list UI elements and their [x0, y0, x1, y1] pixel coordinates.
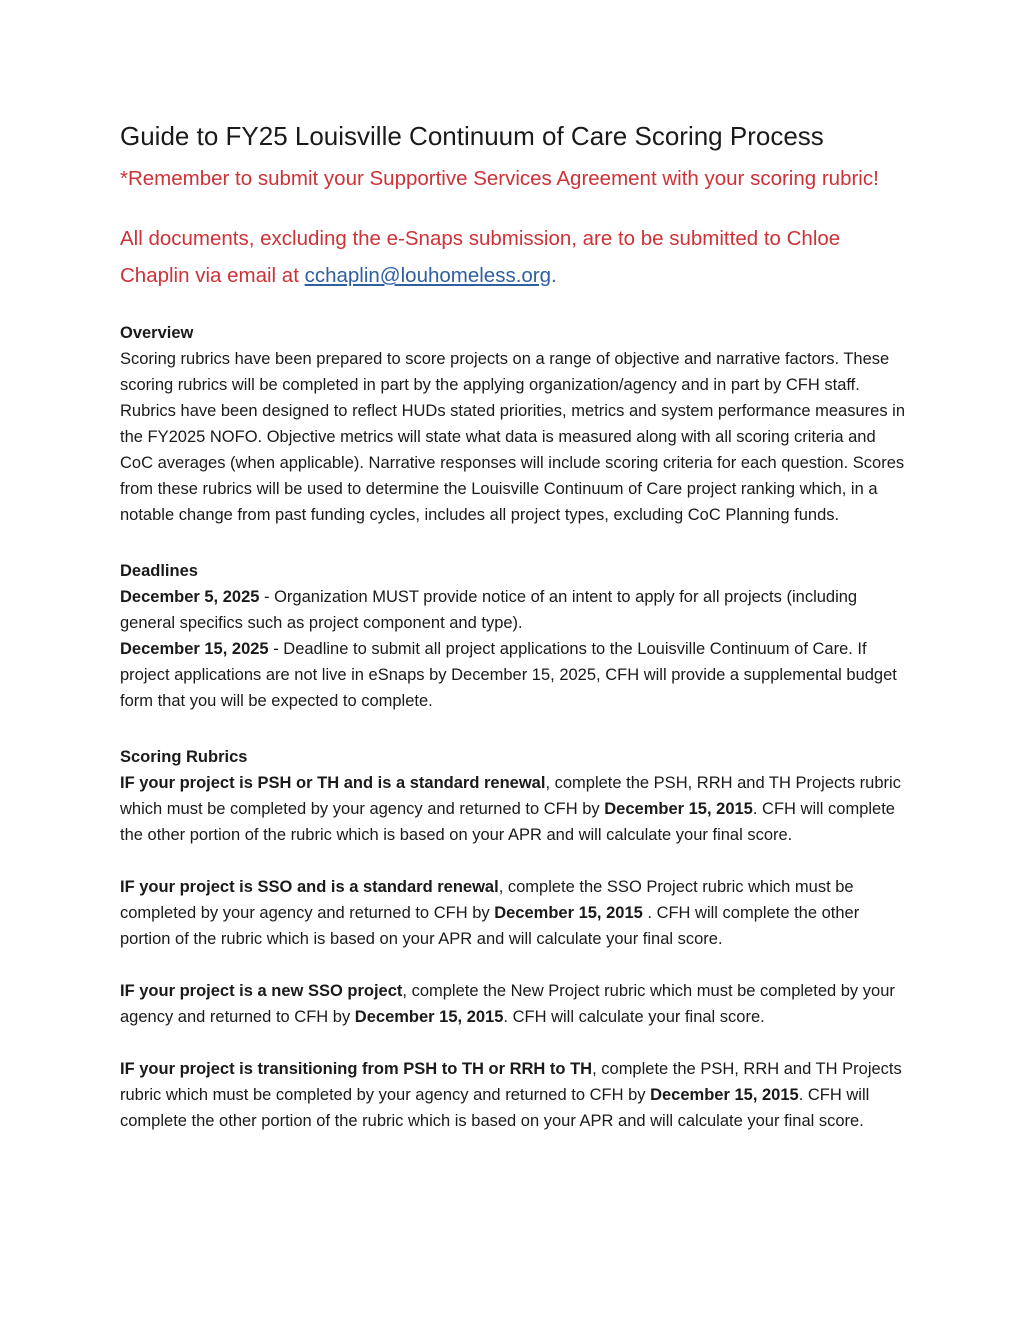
deadline-text: - Deadline to submit all project applications to the Louisville Continuum of Care. If project applications are not live in eSnaps by December 15, 2025, CFH will provide a supplemental budget form that you will be expected to complete. [120, 640, 897, 710]
scoring-text: , complete the PSH, RRH and TH Projects rubric which must be completed by your agency and returned to CFH by [120, 774, 901, 818]
deadline-date: December 5, 2025 [120, 588, 260, 606]
scoring-condition: IF your project is transitioning from PSH to TH or RRH to TH [120, 1060, 593, 1078]
section-heading-scoring-rubrics: Scoring Rubrics [120, 748, 248, 766]
scoring-paragraph-new-sso [120, 978, 906, 1030]
scoring-text: , complete the PSH, RRH and TH Projects rubric which must be completed by your agency and returned to CFH by [120, 1060, 902, 1104]
scoring-text-end: . CFH will calculate your final score. [503, 1008, 765, 1026]
overview-paragraph: Scoring rubrics have been prepared to score projects on a range of objective and narrative factors. These scoring rubrics will be completed in part by the applying organization/agency and in part by CFH staff. Rubrics have been designed to reflect HUDs stated priorities, metrics and system performance measures in the FY2025 NOFO. Objective metrics will state what data is measured along with all scoring criteria and CoC averages (when applicable). Narrative responses will include scoring criteria for each question. Scores from these rubrics will be used to determine the Louisville Continuum of Care project ranking which, in a notable change from past funding cycles, includes all project types, excluding CoC Planning funds. [120, 350, 906, 524]
scoring-text-end: . CFH will complete the other portion of the rubric which is based on your APR and will calculate your final score. [120, 904, 860, 948]
reminder-notice: *Remember to submit your Supportive Services Agreement with your scoring rubric! [120, 167, 879, 190]
email-link[interactable]: cchaplin@louhomeless.org [304, 264, 552, 287]
deadline-item-application-submission [120, 636, 906, 714]
scoring-date: December 15, 2015 [494, 904, 643, 922]
scoring-text-end: . CFH will complete the other portion of the rubric which is based on your APR and will calculate your final score. [120, 800, 895, 844]
scoring-text: , complete the New Project rubric which must be completed by your agency and returned to CFH by [120, 982, 895, 1026]
document-title: Guide to FY25 Louisville Continuum of Care Scoring Process [120, 121, 824, 151]
scoring-paragraph-sso-renewal [120, 874, 906, 952]
scoring-text: , complete the SSO Project rubric which must be completed by your agency and returned to CFH by [120, 878, 854, 922]
submission-notice [120, 220, 906, 294]
submission-notice-period: . [551, 264, 557, 287]
scoring-date: December 15, 2015 [650, 1086, 799, 1104]
submission-notice-text: All documents, excluding the e-Snaps submission, are to be submitted to Chloe Chaplin via email at [120, 227, 841, 287]
deadline-text: - Organization MUST provide notice of an intent to apply for all projects (including general specifics such as project component and type). [120, 588, 858, 632]
scoring-condition: IF your project is PSH or TH and is a standard renewal [120, 774, 546, 792]
section-heading-overview: Overview [120, 324, 194, 342]
deadline-item-notice-of-intent [120, 584, 906, 636]
scoring-condition: IF your project is SSO and is a standard renewal [120, 878, 499, 896]
section-heading-deadlines: Deadlines [120, 562, 198, 580]
scoring-condition: IF your project is a new SSO project [120, 982, 403, 1000]
scoring-date: December 15, 2015 [604, 800, 753, 818]
deadline-date: December 15, 2025 [120, 640, 269, 658]
scoring-paragraph-psh-th-renewal [120, 770, 906, 848]
scoring-paragraph-transitioning [120, 1056, 906, 1134]
scoring-text-end: . CFH will complete the other portion of the rubric which is based on your APR and will calculate your final score. [120, 1086, 870, 1130]
scoring-date: December 15, 2015 [354, 1008, 504, 1026]
